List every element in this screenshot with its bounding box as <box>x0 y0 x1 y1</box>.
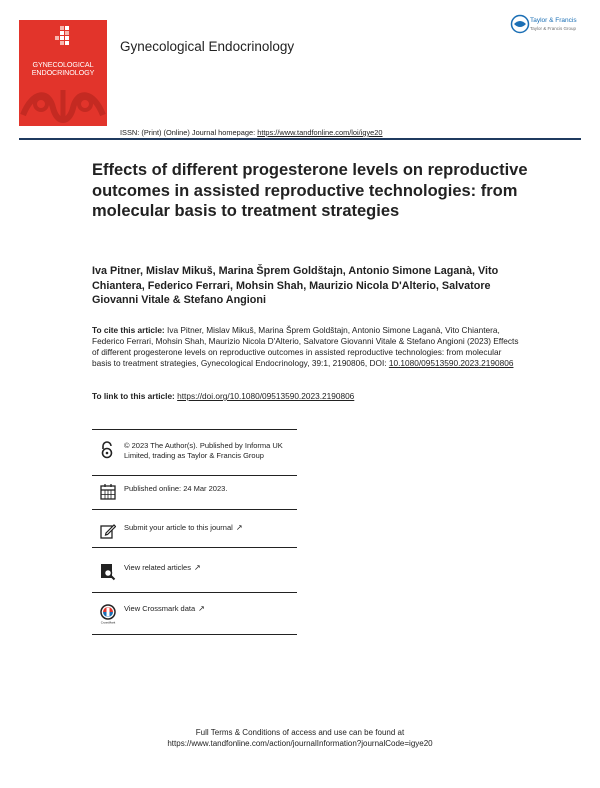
article-doi-link[interactable]: https://doi.org/10.1080/09513590.2023.2190806 <box>177 391 355 401</box>
related-text[interactable] <box>124 563 300 573</box>
open-access-text: © 2023 The Author(s). Published by Informa UK Limited, trading as Taylor & Francis Group <box>124 441 283 460</box>
link-label: To link to this article: <box>92 391 175 401</box>
journal-cover <box>19 20 107 126</box>
meta-divider <box>92 634 297 635</box>
journal-homepage-link[interactable]: https://www.tandfonline.com/loi/igye20 <box>257 128 383 137</box>
published-text: Published online: 24 Mar 2023. <box>124 484 228 493</box>
cover-title-line2: ENDOCRINOLOGY <box>31 68 95 77</box>
external-link-icon: ↗ <box>235 523 243 532</box>
publisher-group: Taylor & Francis Group <box>530 26 577 31</box>
related-articles-icon <box>100 563 116 581</box>
article-authors: Iva Pitner, Mislav Mikuš, Marina Šprem Goldštajn, Antonio Simone Laganà, Vito Chiantera, Federico Ferrari, Mohsin Shah, Maurizio Nicola D'Alterio, Salvatore Giovanni Vitale & Stefano Angioni <box>92 265 499 307</box>
related-label: View related articles <box>124 563 191 572</box>
crossmark-icon <box>100 604 116 624</box>
publisher-name: Taylor & Francis <box>530 17 577 24</box>
cite-doi-link[interactable]: 10.1080/09513590.2023.2190806 <box>388 358 514 369</box>
footer-url[interactable]: https://www.tandfonline.com/action/journalInformation?journalCode=igye20 <box>167 738 433 748</box>
issn-line <box>120 128 383 137</box>
cover-title-line1: GYNECOLOGICAL <box>32 60 94 69</box>
submit-text[interactable] <box>124 523 300 533</box>
footer-line1: Full Terms & Conditions of access and use can be found at <box>195 728 405 737</box>
meta-divider <box>92 429 297 430</box>
open-access-icon <box>100 441 114 459</box>
footer <box>0 728 600 749</box>
meta-divider <box>92 475 297 476</box>
cite-label: To cite this article: <box>92 325 165 335</box>
article-link-line <box>92 391 354 401</box>
meta-divider <box>92 547 297 548</box>
crossmark-label: View Crossmark data <box>124 604 196 613</box>
meta-divider <box>92 509 297 510</box>
external-link-icon: ↗ <box>193 563 201 572</box>
svg-text:CrossMark: CrossMark <box>100 620 116 624</box>
crossmark-text[interactable] <box>124 604 300 614</box>
cite-text: Iva Pitner, Mislav Mikuš, Marina Šprem Goldštajn, Antonio Simone Laganà, Vito Chiantera, Federico Ferrari, Mohsin Shah, Maurizio Nicola D'Alterio, Salvatore Giovanni Vitale & Stefano Angioni (2023) Effects of different progesterone levels on reproductive outcomes in assisted reproductive technologies: from molecular basis to treatment strategies, Gynecological Endocrinology, 39:1, 2190806, DOI: <box>92 325 519 369</box>
calendar-icon <box>100 484 116 500</box>
citation-block <box>92 325 522 369</box>
header-divider <box>19 138 581 140</box>
edit-icon <box>100 523 116 539</box>
open-access-notice <box>100 441 296 475</box>
submit-label: Submit your article to this journal <box>124 523 233 532</box>
external-link-icon: ↗ <box>198 604 205 613</box>
article-title: Effects of different progesterone levels on reproductive outcomes in assisted reproductive technologies: from molecular basis to treatment strategies <box>92 161 528 220</box>
journal-name: Gynecological Endocrinology <box>120 39 295 54</box>
issn-text: ISSN: (Print) (Online) Journal homepage: <box>120 128 256 137</box>
meta-divider <box>92 592 297 593</box>
